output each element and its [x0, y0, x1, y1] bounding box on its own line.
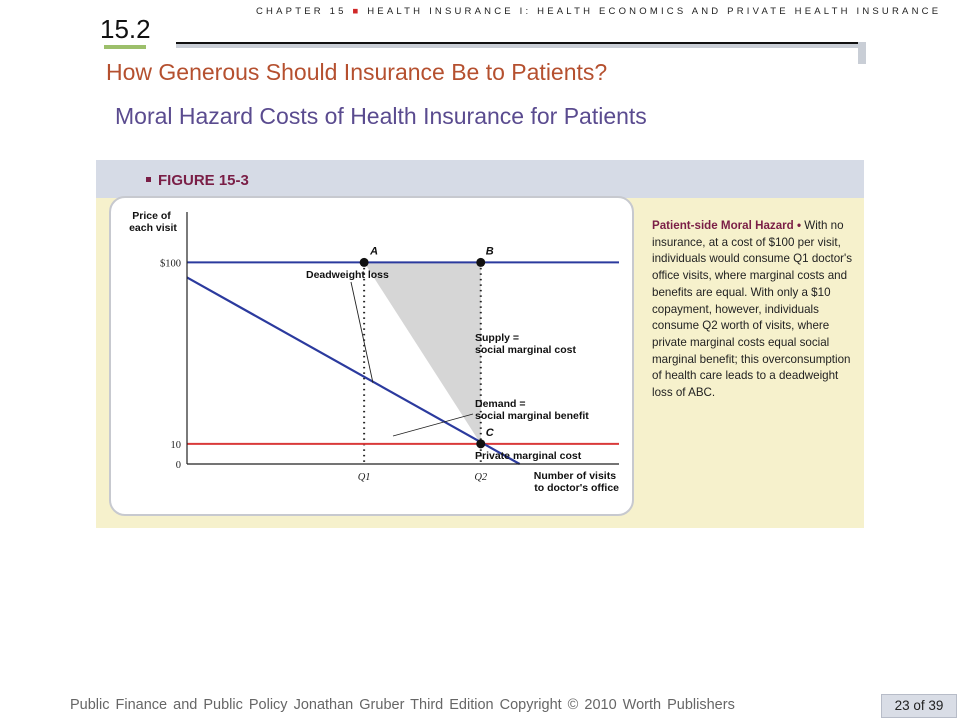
slide-subtitle: Moral Hazard Costs of Health Insurance for Patients [115, 103, 647, 129]
private-mc-label: Private marginal cost [475, 450, 582, 462]
x-axis-label: Number of visits to doctor's office [533, 470, 619, 494]
slide-title: How Generous Should Insurance Be to Patients? [106, 59, 608, 85]
figure-label [146, 172, 249, 189]
supply-label: Supply = social marginal cost [475, 332, 576, 356]
chapter-prefix: CHAPTER 15 [256, 6, 347, 17]
header-rule [176, 44, 864, 48]
caption-lead: Patient-side Moral Hazard • [652, 219, 802, 232]
section-number: 15.2 [100, 14, 151, 44]
x-tick-q2: Q2 [474, 472, 488, 483]
header-rule-tab [858, 42, 866, 64]
point-a-label: A [370, 245, 379, 258]
chart-card [109, 196, 634, 516]
x-tick-q1: Q1 [357, 472, 371, 483]
point-b [476, 258, 485, 267]
section-underline [104, 45, 146, 49]
chapter-title: HEALTH INSURANCE I: HEALTH ECONOMICS AND PRIVATE HEALTH INSURANCE [367, 6, 942, 17]
y-tick-100: $100 [160, 258, 181, 270]
figure-label-text: FIGURE 15-3 [158, 172, 249, 189]
page-number: 23 of 39 [881, 694, 957, 718]
chart [111, 198, 632, 514]
figure-bullet-icon [146, 177, 151, 182]
point-a [360, 258, 369, 267]
chapter-separator: ■ [352, 6, 362, 17]
deadweight-loss-label: Deadweight loss [306, 269, 389, 281]
demand-label: Demand = social marginal benefit [475, 398, 589, 422]
deadweight-loss-pointer [351, 282, 373, 383]
header-rule-line [176, 42, 864, 44]
figure-caption [652, 218, 858, 402]
y-tick-0: 0 [175, 460, 181, 471]
chapter-header [256, 6, 941, 17]
demand-pointer [393, 414, 473, 436]
point-c [476, 439, 485, 448]
point-b-label: B [485, 245, 494, 258]
y-tick-10: 10 [170, 439, 181, 451]
caption-body: With no insurance, at a cost of $100 per visit, individuals would consume Q1 doctor's office visits, where marginal costs and benefits are equal. With only a $10 copayment, however, individuals consume Q2 worth of visits, where private marginal costs equal social marginal benefit; this overconsumption of health care leads to a deadweight loss of ABC. [652, 219, 853, 400]
point-c-label: C [485, 426, 494, 439]
y-axis-label: Price of each visit [129, 210, 177, 234]
footer-text: Public Finance and Public Policy Jonathan Gruber Third Edition Copyright © 2010 Worth Publishers [70, 697, 735, 713]
